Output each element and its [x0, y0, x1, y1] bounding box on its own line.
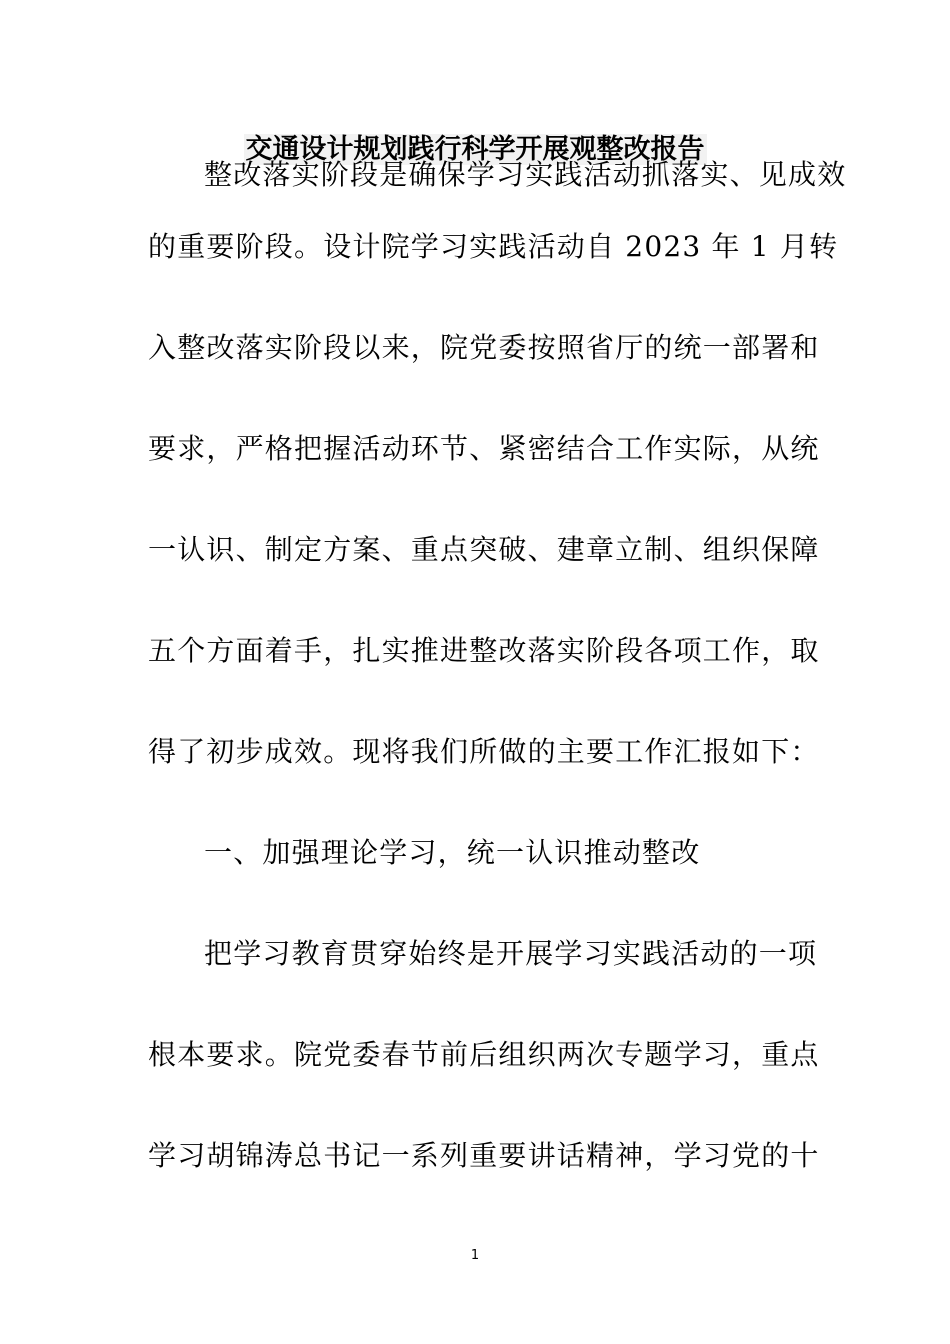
- paragraph-line-9: 根本要求。院党委春节前后组织两次专题学习，重点: [148, 1038, 820, 1071]
- page-number: 1: [470, 1248, 480, 1263]
- paragraph-line-10: 学习胡锦涛总书记一系列重要讲话精神，学习党的十: [148, 1139, 820, 1172]
- paragraph-line-1: 整改落实阶段是确保学习实践活动抓落实、见成效: [204, 158, 847, 191]
- paragraph-line-3: 入整改落实阶段以来，院党委按照省厅的统一部署和: [148, 331, 820, 364]
- paragraph-line-8: 把学习教育贯穿始终是开展学习实践活动的一项: [204, 937, 818, 970]
- paragraph-line-5: 一认识、制定方案、重点突破、建章立制、组织保障: [148, 533, 820, 566]
- paragraph-line-2: 的重要阶段。设计院学习实践活动自 2023 年 1 月转: [148, 230, 839, 263]
- paragraph-line-7: 得了初步成效。现将我们所做的主要工作汇报如下：: [148, 735, 820, 768]
- document-title-text: 交通设计规划践行科学开展观整改报告: [245, 134, 705, 165]
- paragraph-line-6: 五个方面着手，扎实推进整改落实阶段各项工作，取: [148, 634, 820, 667]
- paragraph-line-4: 要求，严格把握活动环节、紧密结合工作实际，从统: [148, 432, 820, 465]
- section-heading-1: 一、加强理论学习，统一认识推动整改: [204, 836, 701, 869]
